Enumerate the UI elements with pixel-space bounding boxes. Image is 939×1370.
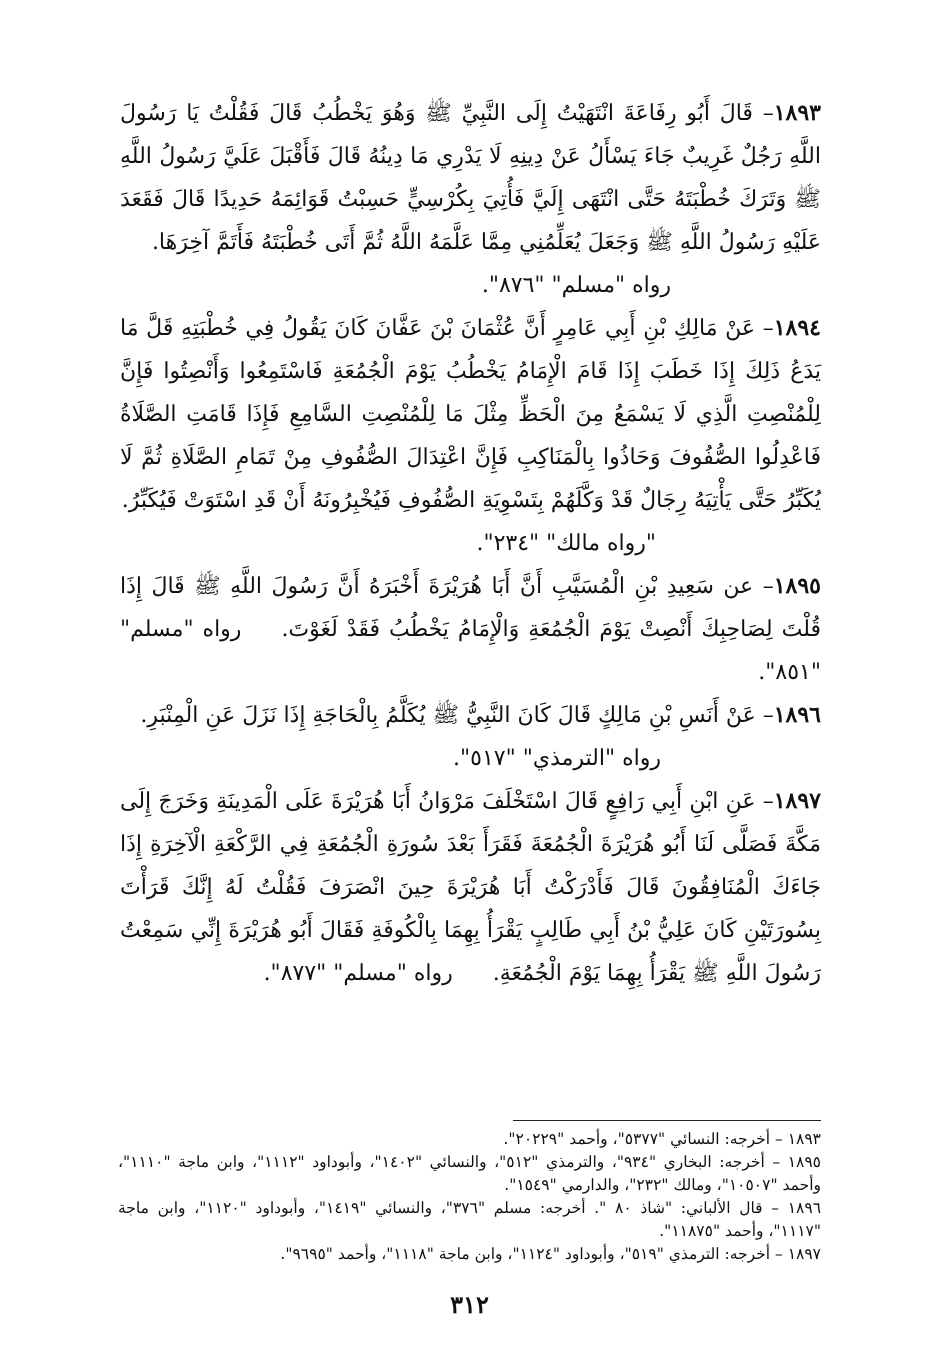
hadith-1897 <box>120 780 821 995</box>
hadith-1893 <box>120 92 821 264</box>
hadith-1894 <box>120 307 821 522</box>
hadith-1896 <box>120 694 821 737</box>
footnote-1897: ١٨٩٧ – أخرجه: الترمذي "٥١٩"، وأبوداود "١١٢٤"، وابن ماجة "١١١٨"، وأحمد "٩٦٩٥". <box>280 1245 821 1263</box>
hadith-riwaya: رواه "مسلم" "٨٧٦". <box>481 273 671 298</box>
hadith-text: – عَنْ أَنَسِ بْنِ مَالِكٍ قَالَ كَانَ النَّبِيُّ ﷺ يُكَلَّمُ بِالْحَاجَةِ إِذَا نَزَلَ عَنِ الْمِنْبَرِ. <box>140 703 774 728</box>
hadith-1895 <box>120 565 821 694</box>
hadith-number: ١٨٩٤ <box>773 315 821 341</box>
footnote-1896: ١٨٩٦ – قال الألباني: "شاذ ٨٠ ". أخرجه: مسلم "٣٧٦"، والنسائي "١٤١٩"، وأبوداود "١١٢٠"، وابن ماجة "١١١٧"، وأحمد "١١٨٧٥". <box>118 1199 822 1240</box>
footnote-1893: ١٨٩٣ – أخرجه: النسائي "٥٣٧٧"، وأحمد "٢٠٢٢٩". <box>503 1130 821 1148</box>
hadith-text: – عَنِ ابْنِ أَبِي رَافِعٍ قَالَ اسْتَخْلَفَ مَرْوَانُ أَبَا هُرَيْرَةَ عَلَى الْمَدِينَةِ وَخَرَجَ إِلَى مَكَّةَ فَصَلَّى لَنَا أَبُو هُرَيْرَةَ الْجُمُعَةَ فَقَرَأَ بَعْدَ سُورَةِ الْجُمُعَةِ فِي الرَّكْعَةِ الْآخِرَةِ إِذَا جَاءَكَ الْمُنَافِقُونَ قَالَ فَأَدْرَكْتُ أَبَا هُرَيْرَةَ حِينَ انْصَرَفَ فَقُلْتُ لَهُ إِنَّكَ قَرَأْتَ بِسُورَتَيْنِ كَانَ عَلِيُّ بْنُ أَبِي طَالِبٍ يَقْرَأُ بِهِمَا بِالْكُوفَةِ فَقَالَ أَبُو هُرَيْرَةَ إِنِّي سَمِعْتُ رَسُولَ اللَّهِ ﷺ يَقْرَأُ بِهِمَا يَوْمَ الْجُمُعَةِ. <box>120 789 821 986</box>
hadith-number: ١٨٩٧ <box>773 788 821 814</box>
hadith-text: – عَنْ مَالِكِ بْنِ أَبِي عَامِرٍ أَنَّ عُثْمَانَ بْنَ عَفَّانَ كَانَ يَقُولُ فِي خُطْبَتِهِ قَلَّ مَا يَدَعُ ذَلِكَ إِذَا خَطَبَ إِذَا قَامَ الْإِمَامُ يَخْطُبُ يَوْمَ الْجُمُعَةِ فَاسْتَمِعُوا وَأَنْصِتُوا فَإِنَّ لِلْمُنْصِتِ الَّذِي لَا يَسْمَعُ مِنَ الْحَظِّ مِثْلَ مَا لِلْمُنْصِتِ السَّامِعِ فَإِذَا قَامَتِ الصَّلَاةُ فَاعْدِلُوا الصُّفُوفَ وَحَاذُوا بِالْمَنَاكِبِ فَإِنَّ اعْتِدَالَ الصُّفُوفِ مِنْ تَمَامِ الصَّلَاةِ ثُمَّ لَا يُكَبِّرُ حَتَّى يَأْتِيَهُ رِجَالٌ قَدْ وَكَّلَهُمْ بِتَسْوِيَةِ الصُّفُوفِ فَيُخْبِرُونَهُ أَنْ قَدِ اسْتَوَتْ فَيُكَبِّرُ. <box>120 316 821 513</box>
hadith-riwaya: "رواه مالك" "٢٣٤". <box>476 531 656 556</box>
hadith-number: ١٨٩٣ <box>773 100 821 126</box>
hadith-number: ١٨٩٥ <box>773 573 821 599</box>
hadith-text: – عن سَعِيدِ بْنِ الْمُسَيَّبِ أَنَّ أَبَا هُرَيْرَةَ أَخْبَرَهُ أَنَّ رَسُولَ اللَّهِ ﷺ قَالَ إِذَا قُلْتَ لِصَاحِبِكَ أَنْصِتْ يَوْمَ الْجُمُعَةِ وَالْإِمَامُ يَخْطُبُ فَقَدْ لَغَوْتَ. <box>120 574 821 642</box>
hadith-number: ١٨٩٦ <box>773 702 821 728</box>
hadith-text: – قَالَ أَبُو رِفَاعَةَ انْتَهَيْتُ إِلَى النَّبِيِّ ﷺ وَهُوَ يَخْطُبُ قَالَ فَقُلْتُ يَا رَسُولَ اللَّهِ رَجُلٌ غَرِيبٌ جَاءَ يَسْأَلُ عَنْ دِينِهِ لَا يَدْرِي مَا دِينُهُ قَالَ فَأَقْبَلَ عَلَيَّ رَسُولُ اللَّهِ ﷺ وَتَرَكَ خُطْبَتَهُ حَتَّى انْتَهَى إِلَيَّ فَأُتِيَ بِكُرْسِيٍّ حَسِبْتُ قَوَائِمَهُ حَدِيدًا قَالَ فَقَعَدَ عَلَيْهِ رَسُولُ اللَّهِ ﷺ وَجَعَلَ يُعَلِّمُنِي مِمَّا عَلَّمَهُ اللَّهُ ثُمَّ أَتَى خُطْبَتَهُ فَأَتَمَّ آخِرَهَا. <box>120 101 821 255</box>
main-text <box>120 92 821 995</box>
hadith-riwaya: رواه "الترمذي" "٥١٧". <box>453 746 661 771</box>
footnote-1895: ١٨٩٥ – أخرجه: البخاري "٩٣٤"، والترمذي "٥١٢"، والنسائي "١٤٠٢"، وأبوداود "١١١٢"، وابن ماجة "١١١٠"، وأحمد "١٠٥٠٧"، ومالك "٢٣٢"، والدارمي "١٥٤٩". <box>118 1153 821 1194</box>
page-number: ٣١٢ <box>450 1290 489 1319</box>
hadith-riwaya: رواه "مسلم" "٨٧٧". <box>263 961 453 986</box>
footnotes <box>118 1120 821 1266</box>
hadith-riwaya: رواه "مسلم" "٨٥١". <box>120 617 821 685</box>
